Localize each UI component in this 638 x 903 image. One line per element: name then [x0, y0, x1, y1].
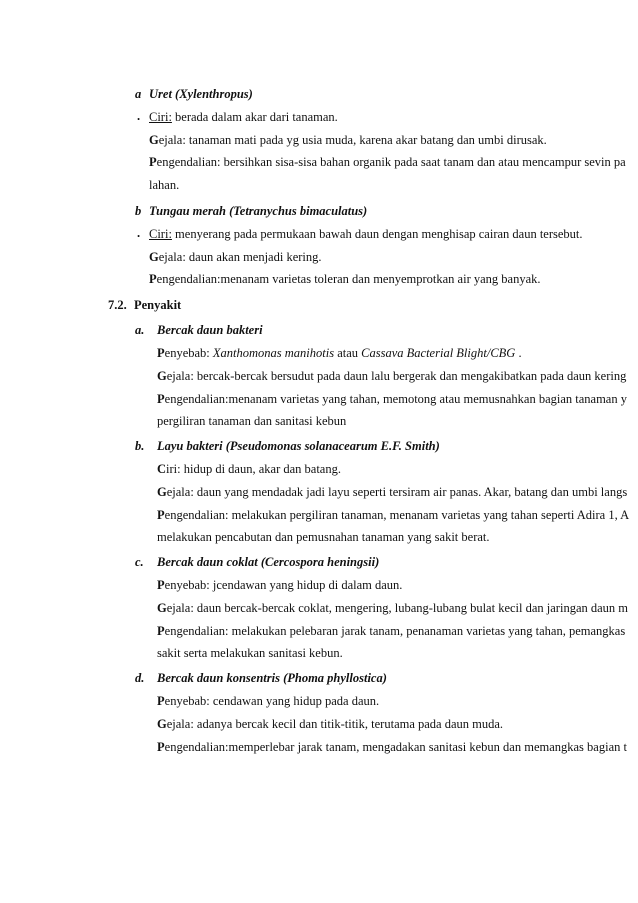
pest-b-ciri-text: menyerang pada permukaan bawah daun dengan menghisap cairan daun tersebut.: [171, 227, 583, 241]
disease-d-marker: d.: [135, 671, 145, 685]
disease-a-penyebab-italic1: Xanthomonas manihotis: [212, 346, 335, 360]
disease-c-penyebab-cap: P: [157, 578, 165, 592]
disease-a-penyebab-cap: P: [157, 346, 165, 360]
disease-a-pengendalian-cap: P: [157, 392, 165, 406]
pest-a-ciri: [149, 109, 338, 125]
pest-b-gejala-cap: G: [149, 250, 159, 264]
disease-a-pengendalian: [157, 391, 627, 407]
disease-a-penyebab-suffix: .: [515, 346, 522, 360]
disease-d-penyebab-cap: P: [157, 694, 165, 708]
section-title: Penyakit: [134, 298, 182, 312]
disease-b-pengendalian-cap: P: [157, 508, 165, 522]
disease-d-gejala-cap: G: [157, 717, 167, 731]
pest-b-pengendalian: [149, 271, 541, 287]
pest-a-marker: a: [135, 87, 142, 101]
disease-d-penyebab-text: enyebab: cendawan yang hidup pada daun.: [164, 694, 380, 708]
disease-b-pengendalian-text: engendalian: melakukan pergiliran tanaman, menanam varietas yang tahan seperti Adira 1, A: [164, 508, 630, 522]
disease-c-gejala-text: ejala: daun bercak-bercak coklat, mengering, lubang-lubang bulat kecil dan jaringan daun m: [166, 601, 629, 615]
disease-d-penyebab: [157, 693, 379, 709]
pest-a-gejala-cap: G: [149, 133, 159, 147]
pest-a-ciri-text: berada dalam akar dari tanaman.: [171, 110, 338, 124]
pest-a-bullet: .: [137, 109, 141, 123]
pest-b-pengendalian-text: engendalian:menanam varietas toleran dan menyemprotkan air yang banyak.: [156, 272, 541, 286]
pest-b-marker: b: [135, 204, 142, 218]
disease-b-pengendalian-cont: melakukan pencabutan dan pemusnahan tanaman yang sakit berat.: [157, 530, 490, 544]
disease-d-gejala-text: ejala: adanya bercak kecil dan titik-titik, terutama pada daun muda.: [166, 717, 504, 731]
disease-c-gejala: [157, 600, 628, 616]
disease-b-gejala: [157, 484, 627, 500]
disease-c-penyebab-text: enyebab: jcendawan yang hidup di dalam daun.: [164, 578, 403, 592]
disease-b-title: Layu bakteri (Pseudomonas solanacearum E.F. Smith): [157, 439, 440, 453]
pest-b-pengendalian-cap: P: [149, 272, 157, 286]
disease-a-gejala-text: ejala: bercak-bercak bersudut pada daun lalu bergerak dan mengakibatkan pada daun kering: [166, 369, 627, 383]
disease-a-penyebab: [157, 345, 522, 361]
disease-a-marker: a.: [135, 323, 145, 337]
disease-a-penyebab-prefix: enyebab:: [164, 346, 213, 360]
pest-a-title: Uret (Xylenthropus): [149, 87, 253, 101]
disease-c-title: Bercak daun coklat (Cercospora heningsii): [157, 555, 380, 569]
pest-b-title: Tungau merah (Tetranychus bimaculatus): [149, 204, 368, 218]
disease-a-pengendalian-text: engendalian:menanam varietas yang tahan, memotong atau memusnahkan bagian tanaman y: [164, 392, 627, 406]
disease-b-marker: b.: [135, 439, 145, 453]
disease-c-pengendalian-text: engendalian: melakukan pelebaran jarak tanam, penanaman varietas yang tahan, pemangkas: [164, 624, 626, 638]
disease-a-title: Bercak daun bakteri: [157, 323, 263, 337]
disease-c-gejala-cap: G: [157, 601, 167, 615]
pest-a-pengendalian-text: engendalian: bersihkan sisa-sisa bahan organik pada saat tanam dan atau mencampur sevin pa: [156, 155, 626, 169]
disease-c-pengendalian-cap: P: [157, 624, 165, 638]
disease-b-gejala-cap: G: [157, 485, 167, 499]
pest-b-bullet: .: [137, 226, 141, 240]
pest-a-pengendalian: [149, 154, 626, 170]
pest-b-gejala-text: ejala: daun akan menjadi kering.: [158, 250, 322, 264]
disease-a-gejala: [157, 368, 626, 384]
disease-d-title: Bercak daun konsentris (Phoma phyllostica): [157, 671, 387, 685]
disease-b-pengendalian: [157, 507, 629, 523]
disease-b-ciri-cap: C: [157, 462, 167, 476]
disease-b-ciri-text: iri: hidup di daun, akar dan batang.: [166, 462, 341, 476]
section-number: 7.2.: [108, 298, 127, 312]
pest-a-gejala-text: ejala: tanaman mati pada yg usia muda, karena akar batang dan umbi dirusak.: [158, 133, 547, 147]
disease-c-penyebab: [157, 577, 402, 593]
pest-a-pengendalian-cap: P: [149, 155, 157, 169]
disease-c-marker: c.: [135, 555, 144, 569]
disease-a-penyebab-italic2: Cassava Bacterial Blight/CBG: [361, 346, 516, 360]
pest-b-ciri: [149, 226, 583, 242]
disease-d-pengendalian: [157, 739, 627, 755]
pest-b-ciri-label: Ciri:: [149, 227, 172, 241]
disease-a-penyebab-mid: atau: [334, 346, 362, 360]
pest-a-pengendalian-cont: lahan.: [149, 178, 180, 192]
disease-c-pengendalian: [157, 623, 625, 639]
disease-b-gejala-text: ejala: daun yang mendadak jadi layu seperti tersiram air panas. Akar, batang dan umbi langs: [166, 485, 628, 499]
pest-a-gejala: [149, 132, 547, 148]
disease-d-pengendalian-text: engendalian:memperlebar jarak tanam, mengadakan sanitasi kebun dan memangkas bagian t: [164, 740, 627, 754]
disease-d-gejala: [157, 716, 503, 732]
pest-b-gejala: [149, 249, 322, 265]
disease-c-pengendalian-cont: sakit serta melakukan sanitasi kebun.: [157, 646, 343, 660]
pest-a-ciri-label: Ciri:: [149, 110, 172, 124]
disease-a-gejala-cap: G: [157, 369, 167, 383]
disease-b-ciri: [157, 461, 341, 477]
disease-a-pengendalian-cont: pergiliran tanaman dan sanitasi kebun: [157, 414, 347, 428]
disease-d-pengendalian-cap: P: [157, 740, 165, 754]
